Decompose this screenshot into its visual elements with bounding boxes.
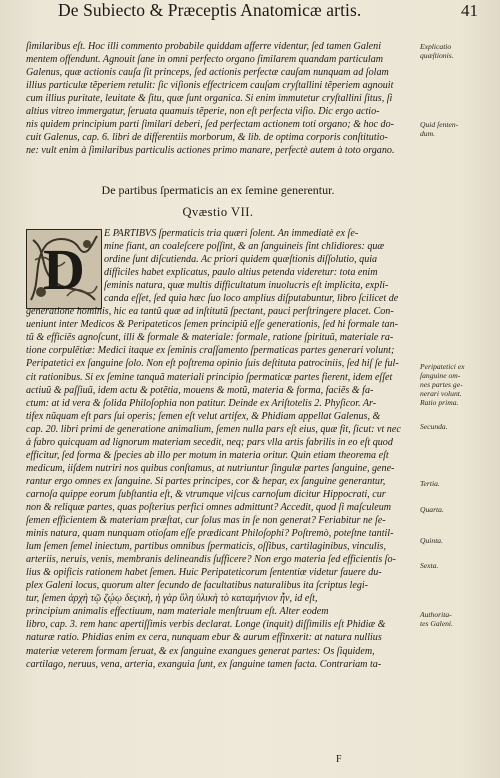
text-line: tione corpulẽtiæ: Medici itaque ex ſeminis craſſamento ſpermaticas partes generari volunt;: [26, 345, 395, 357]
text-line: difficiles habet explicatus, paulo altius petenda videretur: tota enim: [104, 267, 378, 279]
initial-letter-d: D: [43, 236, 85, 302]
page-number: 41: [461, 1, 478, 20]
running-header: [58, 0, 478, 28]
text-line: cartilago, neruus, vena, arteria, exanguia ſunt, ex ſanguine tamen facta. Contrariam ta-: [26, 658, 382, 670]
paragraph-explicatio: [26, 40, 410, 157]
text-line: ne: vult enim à ſimilaribus particulis actiones primo manare, perfectè autem à toto organo.: [26, 145, 395, 157]
margin-note-line: dum.: [420, 129, 435, 138]
text-line: lius & opificis rationem habet ſemen. Huic Peripateticorum ſententiæ videtur fauere du-: [26, 567, 382, 579]
text-line: E PARTIBVS ſpermaticis tria quæri ſolent. An immediatè ex ſe-: [104, 228, 359, 239]
signature-mark: F: [336, 754, 342, 765]
margin-note-line: Authorita-: [420, 610, 452, 619]
text-line: tur, ſemen ἀρχὴ τῷ ζῴῳ δεϛικὴ, ἡ γὰρ ὕλη ὑλικὴ τὸ καταμήνιον ἦν, id eſt,: [26, 593, 318, 605]
text-line: mentem offendunt. Agnouit ſane in omni perfecto organo ſimilarem quandam particulam: [26, 54, 384, 66]
margin-note-line: Sexta.: [420, 561, 439, 570]
margin-note-quarta: [420, 505, 490, 514]
text-line: ſeminis natura, quæ multis difficultatum inuolucris eſt implicita, expli-: [104, 280, 389, 292]
text-line: à fabro quicquam ad lignorum materiam secedit, neq; pars vlla artis fabrilis in eo eſt quod: [26, 436, 393, 448]
text-line: Peripatetici ex ſanguine ſolo. Non eſt poſtrema opinio ſuis deſtituta patrociniis, ſed hiſ ſe ful-: [26, 358, 399, 370]
text-line: tifex nũquam eſt pars ſui operis; ſemen eſt velut artifex, & Phidiam appellat Galenus, &: [26, 410, 381, 422]
text-line: arteriis, neruis, venis, membranis delineandis ſufficere? Non ergo materia ſed efficientis ſo-: [26, 554, 396, 566]
text-line: libro, cap. 3. rem hanc apertiſſimis verbis declarat. Longe (inquit) diſſimilis eſt Phidiæ &: [26, 619, 386, 631]
margin-note-quinta: [420, 536, 490, 545]
margin-note-line: tes Galeni.: [420, 619, 453, 628]
text-line: ſemen efficientem & materiam præſtat, cur ſolus mas in ſe non generat? Feriabitur ne ſe-: [26, 515, 386, 527]
text-line: cit rationibus. Si ex ſemine tanquã materiali principio ſpermaticæ partes fierent, idem eſſet: [26, 371, 393, 383]
question-label: Qvæstio VII.: [182, 205, 254, 219]
section-heading: De partibus ſpermaticis an ex ſemine generentur.: [101, 183, 335, 197]
text-line: cum illius puritate, leuitate & ſitu, quæ ſunt organica. Si enim immutetur cryſtallini ſitus, ſi: [26, 93, 393, 105]
text-line: ſimilaribus eſt. Hoc illi commento probabile quiddam afferre videntur, ſed tamen Galeni: [26, 41, 382, 52]
text-line: actiuũ & paſſiuũ, idem actu & potẽtia, mouens & motũ, materia & forma, faciẽs & fa-: [26, 384, 374, 396]
text-line: efficitur, ſed forma & ſpecies ab illo per motum in materia oritur. Quin etiam theorema eſt: [26, 449, 389, 461]
margin-note-line: Quarta.: [420, 505, 444, 514]
text-line: lum ſemen ſemel iniectum, partibus omnibus ſpermaticis, oſſibus, cartilaginibus, vinculis,: [26, 541, 386, 553]
text-line: cap. 20. libri primi de generatione animalium, ſemen nulla pars eſt eius, quæ fit, ſicut: vt nec: [26, 423, 401, 435]
running-title: De Subiecto & Præceptis Anatomicæ artis.: [58, 0, 362, 20]
margin-note-line: nes partes ge-: [420, 380, 463, 389]
text-line: non & reliquæ partes, quas poſterius perfici omnes admittunt? Accedit, quod ſi maſculeum: [26, 501, 392, 513]
text-line: medicum, iiſdem nutriri nos quibus conſtamus, at nutriuntur ſingulæ partes ſanguine, gene-: [26, 462, 395, 474]
text-line: tũ & efficiẽs agnoſcunt, illi & formale & materiale: formale, ratione ſpirituũ, materiale ra-: [26, 332, 394, 344]
text-line: ueniunt inter Medicos & Peripateticos ſemen principiũ eſſe generationis, ſed hi formale tan-: [26, 319, 398, 331]
paragraph-quaestio: [26, 227, 410, 671]
margin-note-secunda: [420, 422, 490, 431]
text-line: ctum: at id vera & ſolida Philoſophia non patitur. Deinde ex Ariſtotelis 2. Phyſicor. Ar-: [26, 397, 377, 409]
margin-note-line: Quinta.: [420, 536, 443, 545]
text-line: Galenus, quæ actionis cauſa ſit princeps, ſed actionis perfectæ cauſam nunquam ad ſolam: [26, 67, 389, 79]
margin-note-line: Ratio prima.: [420, 398, 459, 407]
text-line: altius vitreo immergatur, ſeruata quamuis tẽperie, non eſt perfecta viſio. Dic ergo actio-: [26, 106, 380, 118]
margin-note-line: Explicatio: [420, 42, 452, 51]
text-line: cuit Galenus, cap. 6. libri de differentiis morborum, & lib. de optima corporis conſtitutio-: [26, 132, 388, 144]
margin-note-line: Tertia.: [420, 479, 440, 488]
text-line: mine fiant, an coaleſcere poſſint, & an ſanguineis ſint chlidiores: quæ: [104, 241, 385, 253]
margin-note-peripatetici: [420, 362, 490, 407]
margin-note-line: quæſtionis.: [420, 51, 454, 60]
text-line: minis natura, quam nunquam otioſam eſſe prædicant Philoſophi? Poſtremò, poteſtne tantil-: [26, 528, 394, 540]
margin-note-line: ſanguine om-: [420, 371, 461, 380]
text-line: ordine ſunt diſcutienda. Ac priori quidem quæſtionis diſſolutio, quia: [104, 254, 378, 266]
text-line: canda eſſet, ſed quia hæc ſuo loco amplius diſputabuntur, libro ſcilicet de: [104, 293, 399, 305]
text-line: rantur ergo omnes ex ſanguine. Si partes principes, cor & hepar, ex ſanguine generantur,: [26, 475, 386, 487]
text-line: principium animalis effectiuum, nam materiale menſtruum eſt. Alter eodem: [26, 606, 329, 618]
margin-note-tertia: [420, 479, 490, 488]
margin-note-sexta: [420, 561, 490, 570]
text-line: nis quidem principium parti ſimilari deberi, ſed perfectam actionem toti organo; & hoc do-: [26, 119, 395, 131]
margin-note-explicatio: [420, 42, 490, 60]
margin-note-line: nerari volunt.: [420, 389, 462, 398]
margin-note-line: Peripatetici ex: [420, 362, 465, 371]
margin-note-line: Quid ſenten-: [420, 120, 459, 129]
text-line: carnoſa quippe eorum ſubſtantia eſt, & vtrumque viſcus carnoſum dicitur Hippocrati, cur: [26, 488, 386, 500]
text-line: generatione hominis, hic ea tantũ quæ ad inſtitutũ ſpectant, pauci perſtringere placet. Con-: [26, 306, 394, 318]
text-line: plex Galeni locus, quorum alter ſecundo de facultatibus naturalibus ita ſcriptus legi-: [26, 580, 369, 592]
margin-note-line: Secunda.: [420, 422, 448, 431]
text-line: naturæ ratio. Phidias enim ex cera, nunquam ebur & aurum effinxerit: at natura nullius: [26, 632, 382, 644]
text-line: illius particulæ tẽperiem retulit: ſic viſionis effectricem cauſam cryſtallini tẽperiem agnouit: [26, 80, 394, 92]
text-line: materiæ veterem formam ſeruat, & ex ſanguine exangues generat partes: Os ſiquidem,: [26, 645, 375, 657]
margin-note-authoritates: [420, 610, 490, 628]
margin-note-quid-sententia: [420, 120, 490, 138]
